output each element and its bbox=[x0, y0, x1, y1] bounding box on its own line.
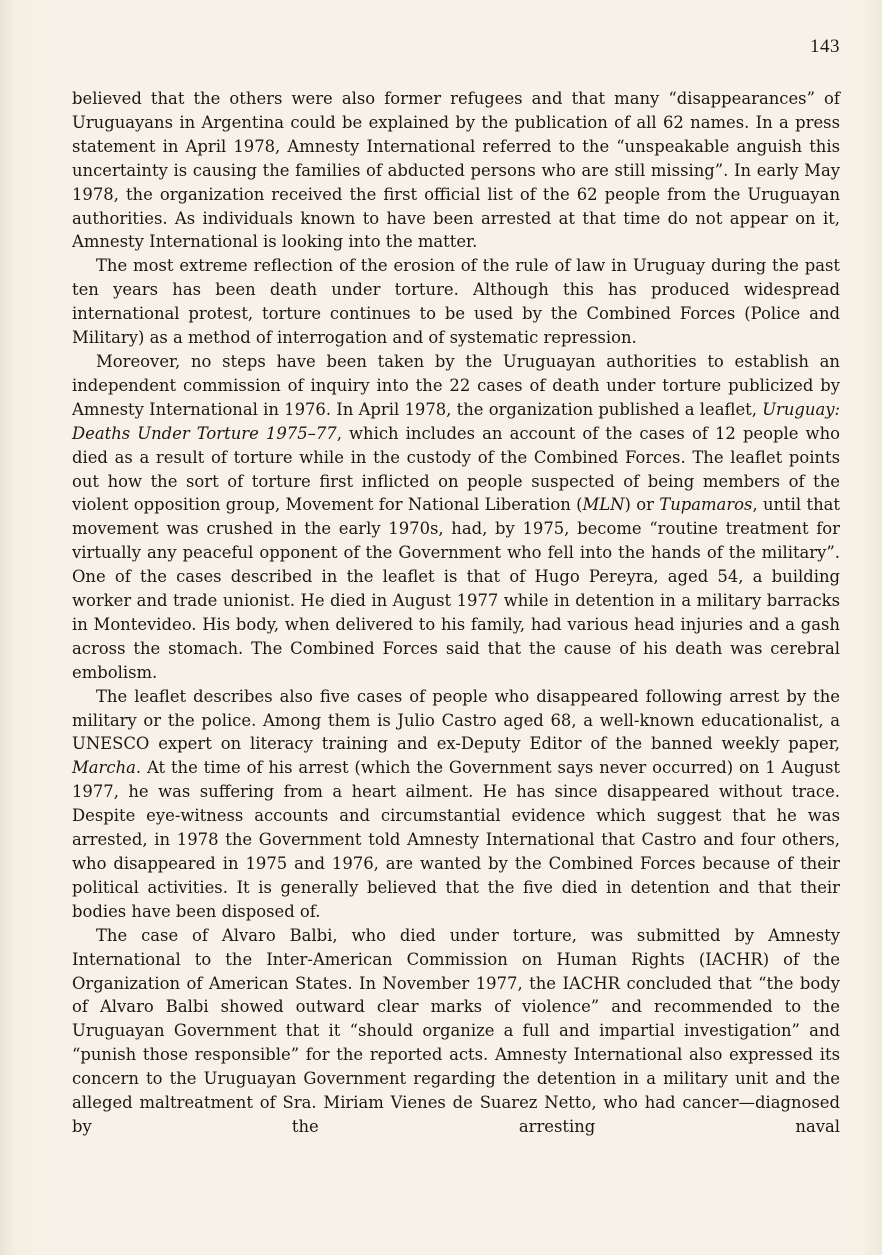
page-number: 143 bbox=[810, 36, 840, 57]
text-run: The leaflet describes also five cases of people who disappeared following arrest by the military or the police. Among them is Julio Castro aged 68, a well-known educationalist, a UNESCO expert on literacy training and ex-Deputy Editor of the banned weekly paper, bbox=[72, 686, 840, 754]
text-run: Moreover, no steps have been taken by the Uruguayan authorities to establish an independent commission of inquiry into the 22 cases of death under torture publicized by Amnesty International in 1976. In April 1978, the organization published a leaflet, bbox=[72, 351, 840, 419]
paragraph bbox=[72, 685, 840, 924]
text-run: The case of Alvaro Balbi, who died under torture, was submitted by Amnesty International to the Inter-American Commission on Human Rights (IACHR) of the Organization of American States. In November 1977, the IACHR concluded that “the body of Alvaro Balbi showed outward clear marks of violence” and recommended to the Uruguayan Government that it “should organize a full and impartial investigation” and “punish those responsible” for the reported acts. Amnesty International also expressed its concern to the Uruguayan Government regarding the detention in a military unit and the alleged maltreatment of Sra. Miriam Vienes de Suarez Netto, who had cancer—diagnosed by the arresting naval bbox=[72, 925, 840, 1136]
paragraph bbox=[72, 924, 840, 1139]
text-run: . At the time of his arrest (which the Government says never occurred) on 1 August 1977, he was suffering from a heart ailment. He has since disappeared without trace. Despite eye-witness accounts and circumstantial evidence which suggest that he was arrested, in 1978 the Government told Amnesty International that Castro and four others, who disappeared in 1975 and 1976, are wanted by the Combined Forces because of their political activities. It is generally believed that the five died in detention and that their bodies have been disposed of. bbox=[72, 758, 840, 921]
text-run: The most extreme reflection of the erosion of the rule of law in Uruguay during the past ten years has been death under torture. Although this has produced widespread international protest, torture continues to be used by the Combined Forces (Police and Military) as a method of interrogation and of systematic repression. bbox=[72, 256, 840, 348]
paragraph bbox=[72, 87, 840, 254]
text-run: ) or bbox=[624, 495, 660, 515]
paragraph bbox=[72, 254, 840, 350]
italic-title: Tupamaros bbox=[659, 495, 753, 515]
paragraph bbox=[72, 350, 840, 685]
text-run: , which includes an account of the cases of 12 people who died as a result of torture while in the custody of the Combined Forces. The leaflet points out how the sort of torture first inflicted on people suspected of being members of the violent opposition group, Movement for National Liberation ( bbox=[72, 423, 840, 515]
italic-title: Marcha bbox=[72, 758, 136, 778]
text-run: , until that movement was crushed in the early 1970s, had, by 1975, become “routine treatment for virtually any peaceful opponent of the Government who fell into the hands of the military”. One of the cases described in the leaflet is that of Hugo Pereyra, aged 54, a building worker and trade unionist. He died in August 1977 while in detention in a military barracks in Montevideo. His body, when delivered to his family, had various head injuries and a gash across the stomach. The Combined Forces said that the cause of his death was cerebral embolism. bbox=[72, 495, 840, 682]
italic-title: MLN bbox=[582, 495, 625, 515]
text-run: believed that the others were also former refugees and that many “disappearances” of Uruguayans in Argentina could be explained by the publication of all 62 names. In a press statement in April 1978, Amnesty International referred to the “unspeakable anguish this uncertainty is causing the families of abducted persons who are still missing”. In early May 1978, the organization received the first official list of the 62 people from the Uruguayan authorities. As individuals known to have been arrested at that time do not appear on it, Amnesty International is looking into the matter. bbox=[72, 89, 840, 252]
italic-title: Uruguay: Deaths Under Torture 1975–77 bbox=[72, 399, 840, 443]
body-text bbox=[72, 87, 840, 1139]
